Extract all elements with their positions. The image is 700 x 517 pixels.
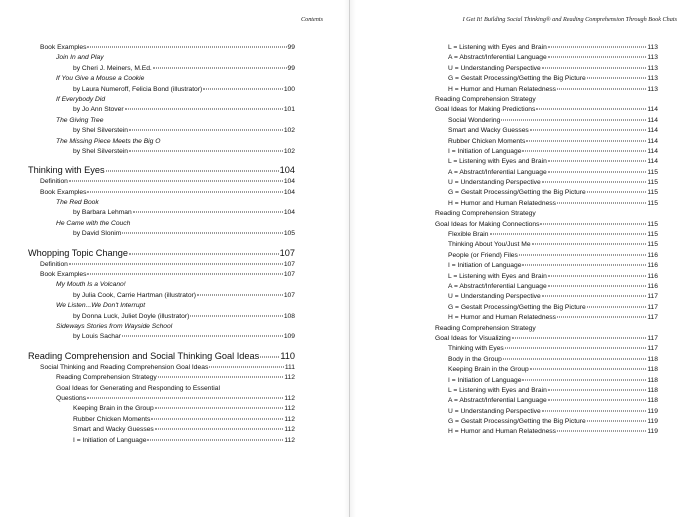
toc-entry-title: A = Abstract/Inferential Language (448, 168, 547, 176)
toc-entry[interactable] (40, 105, 295, 115)
toc-page-number: 100 (283, 85, 295, 93)
dot-leader (548, 57, 647, 58)
toc-entry-title: If Everybody Did (56, 95, 106, 103)
toc-page-number: 119 (647, 407, 658, 415)
toc-entry-title: I = Initiation of Language (448, 262, 522, 270)
toc-entry[interactable] (435, 376, 658, 386)
toc-page-number: 101 (283, 106, 295, 114)
toc-entry[interactable] (40, 425, 295, 435)
dot-leader (557, 317, 646, 318)
toc-entry-title: H = Humor and Human Relatedness (448, 314, 556, 322)
toc-page-number: 114 (647, 116, 658, 124)
toc-entry[interactable] (40, 332, 295, 342)
dot-leader (536, 109, 646, 110)
toc-entry[interactable] (40, 363, 295, 373)
toc-entry[interactable] (40, 43, 295, 53)
toc-page-number: 115 (647, 220, 658, 228)
toc-entry-title: by Julia Cook, Carrie Hartman (illustrator) (73, 291, 197, 299)
toc-page-number: 113 (647, 64, 658, 72)
toc-entry-title: L = Listening with Eyes and Brain (448, 158, 547, 166)
toc-entry-title: Definition (40, 178, 68, 186)
dot-leader (209, 366, 284, 367)
toc-page-number: 117 (647, 303, 658, 311)
toc-entry[interactable] (435, 43, 658, 53)
toc-page-number: 118 (647, 386, 658, 394)
toc-entry-title: L = Listening with Eyes and Brain (448, 44, 547, 51)
toc-entry[interactable] (435, 53, 658, 63)
toc-entry-title: by Cheri J. Meiners, M.Ed. (73, 64, 152, 72)
toc-page-number: 104 (283, 178, 295, 186)
toc-entry[interactable] (435, 209, 658, 219)
toc-entry[interactable] (40, 126, 295, 136)
dot-leader (69, 181, 283, 182)
toc-entry-title: Join In and Play (56, 54, 104, 62)
toc-entry[interactable] (435, 324, 658, 334)
dot-leader (129, 253, 279, 254)
toc-entry[interactable] (435, 303, 658, 313)
toc-entry-title: People (or Friend) Files (448, 251, 518, 259)
toc-page-number: 109 (283, 333, 295, 341)
toc-entry-title: by Louis Sachar (73, 333, 121, 341)
dot-leader (197, 294, 283, 295)
dot-leader (106, 171, 279, 172)
toc-entry-title: Goal Ideas for Making Predictions (435, 106, 536, 114)
toc-list (435, 43, 658, 438)
toc-entry[interactable] (435, 313, 658, 323)
toc-entry-title: Smart and Wacky Guesses (73, 426, 154, 434)
toc-entry[interactable] (435, 157, 658, 167)
toc-entry-title: U = Understanding Perspective (448, 179, 541, 187)
toc-entry[interactable] (435, 105, 658, 115)
dot-leader (522, 265, 646, 266)
toc-page-number: 116 (647, 272, 658, 280)
toc-page-number: 118 (647, 376, 658, 384)
toc-entry[interactable] (435, 95, 658, 105)
toc-page-number: 112 (284, 426, 295, 434)
toc-entry[interactable] (40, 322, 295, 332)
toc-entry[interactable] (40, 404, 295, 414)
toc-entry[interactable] (435, 365, 658, 375)
toc-entry-title: The Missing Piece Meets the Big O (56, 137, 161, 145)
toc-entry[interactable] (435, 272, 658, 282)
dot-leader (190, 315, 282, 316)
toc-entry[interactable] (40, 85, 295, 95)
toc-page-number: 114 (647, 158, 658, 166)
toc-entry[interactable] (40, 291, 295, 301)
dot-leader (153, 67, 287, 68)
toc-page-number: 119 (647, 428, 658, 436)
toc-entry[interactable] (40, 260, 295, 270)
toc-entry[interactable] (40, 312, 295, 322)
dot-leader (155, 408, 284, 409)
toc-page-number: 118 (647, 355, 658, 363)
dot-leader (540, 223, 646, 224)
toc-entry-title: I = Initiation of Language (448, 376, 522, 384)
toc-entry-title: Goal Ideas for Making Connections (435, 220, 540, 228)
dot-leader (530, 369, 647, 370)
toc-entry-title: Keeping Brain in the Group (448, 366, 529, 374)
toc-entry[interactable] (435, 74, 658, 84)
toc-page-number: 112 (284, 405, 295, 413)
toc-entry-title: I = Initiation of Language (73, 436, 147, 444)
dot-leader (542, 410, 647, 411)
toc-entry[interactable] (40, 147, 295, 157)
toc-entry[interactable] (40, 208, 295, 218)
toc-entry-title: by Shel Silverstein (73, 147, 129, 155)
toc-page-number: 117 (647, 334, 658, 342)
toc-page-number: 102 (283, 127, 295, 135)
toc-entry[interactable] (40, 177, 295, 187)
toc-entry-title: by Jo Ann Stover (73, 106, 124, 114)
toc-list (28, 43, 295, 446)
toc-page-number: 117 (647, 293, 658, 301)
toc-entry-title: The Red Book (56, 199, 99, 207)
left-page (0, 0, 349, 517)
dot-leader (548, 285, 647, 286)
dot-leader (557, 202, 646, 203)
dot-leader (542, 296, 647, 297)
running-head: I Get It! Building Social Thinking® and Reading Comprehension Through Book Chats (462, 16, 677, 23)
toc-entry-title: Thinking with Eyes (448, 345, 504, 353)
toc-entry[interactable] (435, 355, 658, 365)
dot-leader (158, 377, 284, 378)
toc-page-number: 107 (279, 247, 295, 258)
toc-section-heading[interactable] (28, 164, 295, 177)
dot-leader (87, 191, 282, 192)
dot-leader (503, 358, 646, 359)
toc-entry-title: He Came with the Couch (56, 219, 131, 227)
toc-entry-title: G = Gestalt Processing/Getting the Big Picture (448, 303, 586, 311)
toc-entry[interactable] (40, 116, 295, 126)
toc-entry-title: U = Understanding Perspective (448, 293, 541, 301)
toc-page-number: 117 (647, 345, 658, 353)
toc-entry-title: Questions (56, 394, 87, 402)
toc-entry-title: by David Slonim (73, 230, 122, 238)
dot-leader (133, 212, 283, 213)
toc-page-number: 114 (647, 106, 658, 114)
dot-leader (587, 192, 647, 193)
toc-entry-title: U = Understanding Perspective (448, 407, 541, 415)
toc-entry-title: Flexible Brain (448, 231, 489, 239)
running-head: Contents (300, 16, 323, 23)
toc-entry-title: Thinking with Eyes (28, 165, 105, 176)
toc-page-number: 107 (283, 291, 295, 299)
toc-entry-title: Goal Ideas for Generating and Responding to Essential (56, 384, 220, 392)
toc-section-heading[interactable] (28, 247, 295, 260)
toc-entry-title: Reading Comprehension and Social Thinking Goal Ideas (28, 350, 260, 361)
dot-leader (129, 130, 283, 131)
toc-page-number: 105 (283, 230, 295, 238)
toc-page-number: 116 (647, 262, 658, 270)
toc-entry-title: Whopping Topic Change (28, 247, 128, 258)
toc-page-number: 114 (647, 137, 658, 145)
toc-entry[interactable] (435, 261, 658, 271)
toc-page-number: 113 (647, 75, 658, 83)
toc-entry[interactable] (435, 230, 658, 240)
toc-page-number: 116 (647, 282, 658, 290)
toc-entry-title: Keeping Brain in the Group (73, 405, 154, 413)
toc-entry-title: A = Abstract/Inferential Language (448, 282, 547, 290)
toc-entry[interactable] (40, 280, 295, 290)
toc-entry-title: Reading Comprehension Strategy (435, 324, 536, 332)
toc-entry[interactable] (435, 344, 658, 354)
toc-page-number: 102 (283, 147, 295, 155)
toc-entry[interactable] (435, 417, 658, 427)
toc-entry[interactable] (435, 188, 658, 198)
dot-leader (87, 274, 282, 275)
toc-entry[interactable] (40, 436, 295, 446)
dot-leader (532, 244, 647, 245)
dot-leader (87, 397, 283, 398)
toc-page-number: 119 (647, 418, 658, 426)
toc-entry-title: Sideways Stories from Wayside School (56, 322, 173, 330)
toc-entry[interactable] (40, 198, 295, 208)
dot-leader (490, 234, 647, 235)
toc-entry-title: I = Initiation of Language (448, 147, 522, 155)
toc-entry[interactable] (435, 147, 658, 157)
toc-entry-title: My Mouth Is a Volcano! (56, 281, 126, 289)
toc-entry-title: If You Give a Mouse a Cookie (56, 75, 145, 83)
toc-entry[interactable] (435, 334, 658, 344)
toc-entry[interactable] (40, 219, 295, 229)
toc-page-number: 116 (647, 251, 658, 259)
toc-entry-title: by Shel Silverstein (73, 127, 129, 135)
toc-entry[interactable] (40, 384, 295, 394)
toc-page-number: 104 (283, 209, 295, 217)
toc-entry[interactable] (435, 292, 658, 302)
toc-entry-title: by Barbara Lehman (73, 209, 132, 217)
dot-leader (548, 161, 647, 162)
toc-page-number: 115 (647, 179, 658, 187)
toc-entry-title: Reading Comprehension Strategy (56, 374, 157, 382)
toc-entry-title: Body in the Group (448, 355, 502, 363)
toc-entry-title: G = Gestalt Processing/Getting the Big Picture (448, 75, 586, 83)
toc-entry-title: The Giving Tree (56, 116, 104, 124)
toc-page-number: 114 (647, 127, 658, 135)
toc-page-number: 113 (647, 44, 658, 51)
dot-leader (122, 233, 283, 234)
toc-entry[interactable] (40, 137, 295, 147)
toc-entry[interactable] (40, 229, 295, 239)
toc-entry[interactable] (40, 301, 295, 311)
dot-leader (587, 306, 647, 307)
toc-entry[interactable] (435, 168, 658, 178)
toc-page-number: 108 (283, 312, 295, 320)
toc-page-number: 107 (283, 271, 295, 279)
toc-entry[interactable] (40, 270, 295, 280)
toc-page-number: 107 (283, 260, 295, 268)
toc-entry-title: G = Gestalt Processing/Getting the Big Picture (448, 418, 586, 426)
toc-entry-title: G = Gestalt Processing/Getting the Big Picture (448, 189, 586, 197)
toc-entry-title: We Listen...We Don't Interrupt (56, 302, 146, 310)
dot-leader (512, 337, 647, 338)
toc-entry-title: Reading Comprehension Strategy (435, 95, 536, 103)
toc-entry[interactable] (435, 386, 658, 396)
toc-page-number: 99 (287, 44, 295, 51)
toc-entry-title: by Donna Luck, Juliet Doyle (illustrator) (73, 312, 190, 320)
toc-entry[interactable] (435, 64, 658, 74)
dot-leader (548, 47, 647, 48)
toc-entry-title: Reading Comprehension Strategy (435, 210, 536, 218)
dot-leader (542, 67, 647, 68)
dot-leader (151, 418, 283, 419)
toc-entry[interactable] (435, 116, 658, 126)
toc-entry[interactable] (435, 396, 658, 406)
toc-page-number: 113 (647, 54, 658, 62)
dot-leader (526, 140, 646, 141)
toc-entry-title: Goal Ideas for Visualizing (435, 334, 511, 342)
toc-page-number: 112 (284, 436, 295, 444)
toc-entry[interactable] (435, 427, 658, 437)
toc-entry[interactable] (435, 240, 658, 250)
toc-page-number: 115 (647, 241, 658, 249)
toc-entry-title: U = Understanding Perspective (448, 64, 541, 72)
dot-leader (505, 348, 647, 349)
toc-entry[interactable] (435, 220, 658, 230)
toc-entry-title: L = Listening with Eyes and Brain (448, 386, 547, 394)
dot-leader (147, 439, 283, 440)
toc-page-number: 118 (647, 366, 658, 374)
dot-leader (155, 429, 284, 430)
dot-leader (530, 130, 647, 131)
toc-entry[interactable] (435, 137, 658, 147)
dot-leader (548, 389, 647, 390)
toc-entry[interactable] (40, 53, 295, 63)
dot-leader (260, 356, 279, 357)
toc-entry-title: H = Humor and Human Relatedness (448, 199, 556, 207)
dot-leader (548, 171, 647, 172)
toc-entry[interactable] (435, 282, 658, 292)
dot-leader (557, 88, 646, 89)
dot-leader (587, 421, 647, 422)
toc-entry-title: Social Wondering (448, 116, 501, 124)
toc-entry[interactable] (40, 64, 295, 74)
toc-page-number: 110 (280, 350, 295, 361)
dot-leader (548, 275, 647, 276)
toc-page-number: 112 (284, 374, 295, 382)
toc-page-number: 115 (647, 168, 658, 176)
toc-page-number: 115 (647, 189, 658, 197)
toc-entry-title: Thinking About You/Just Me (448, 241, 531, 249)
toc-entry-title: A = Abstract/Inferential Language (448, 54, 547, 62)
toc-entry[interactable] (40, 394, 295, 404)
toc-entry-title: A = Abstract/Inferential Language (448, 397, 547, 405)
toc-entry[interactable] (435, 199, 658, 209)
dot-leader (519, 254, 646, 255)
toc-entry[interactable] (40, 95, 295, 105)
toc-page-number: 113 (647, 85, 658, 93)
toc-page-number: 99 (287, 64, 295, 72)
dot-leader (522, 379, 646, 380)
dot-leader (522, 150, 646, 151)
toc-entry[interactable] (435, 126, 658, 136)
toc-page-number: 115 (647, 231, 658, 239)
dot-leader (69, 263, 283, 264)
toc-entry-title: Rubber Chicken Moments (73, 415, 151, 423)
toc-page-number: 104 (279, 165, 295, 176)
toc-entry[interactable] (435, 85, 658, 95)
dot-leader (542, 182, 647, 183)
toc-entry-title: Rubber Chicken Moments (448, 137, 526, 145)
dot-leader (87, 47, 286, 48)
toc-entry[interactable] (40, 415, 295, 425)
toc-entry[interactable] (435, 178, 658, 188)
dot-leader (587, 78, 647, 79)
right-page (351, 0, 700, 517)
toc-entry-title: Definition (40, 260, 68, 268)
dot-leader (501, 119, 646, 120)
toc-page-number: 112 (284, 415, 295, 423)
toc-entry-title: Smart and Wacky Guesses (448, 127, 529, 135)
toc-entry-title: Book Examples (40, 188, 87, 196)
dot-leader (557, 431, 646, 432)
dot-leader (548, 400, 647, 401)
toc-page-number: 104 (283, 188, 295, 196)
toc-entry-title: Social Thinking and Reading Comprehension Goal Ideas (40, 363, 209, 371)
toc-entry-title: H = Humor and Human Relatedness (448, 85, 556, 93)
toc-page-number: 115 (647, 199, 658, 207)
toc-entry-title: L = Listening with Eyes and Brain (448, 272, 547, 280)
toc-section-heading[interactable] (28, 350, 295, 363)
toc-entry[interactable] (435, 407, 658, 417)
toc-entry[interactable] (40, 373, 295, 383)
toc-entry-title: Book Examples (40, 44, 87, 51)
toc-entry-title: Book Examples (40, 271, 87, 279)
toc-entry-title: by Laura Numeroff, Felicia Bond (illustrator) (73, 85, 203, 93)
toc-page-number: 118 (647, 397, 658, 405)
toc-entry-title: H = Humor and Human Relatedness (448, 428, 556, 436)
toc-page-number: 111 (284, 363, 295, 371)
dot-leader (129, 150, 283, 151)
toc-page-number: 114 (647, 147, 658, 155)
toc-page-number: 117 (647, 314, 658, 322)
toc-entry[interactable] (435, 251, 658, 261)
page-gutter (349, 0, 350, 517)
dot-leader (203, 88, 283, 89)
dot-leader (125, 109, 283, 110)
toc-entry[interactable] (40, 188, 295, 198)
toc-entry[interactable] (40, 74, 295, 84)
dot-leader (122, 336, 283, 337)
toc-page-number: 112 (284, 394, 295, 402)
